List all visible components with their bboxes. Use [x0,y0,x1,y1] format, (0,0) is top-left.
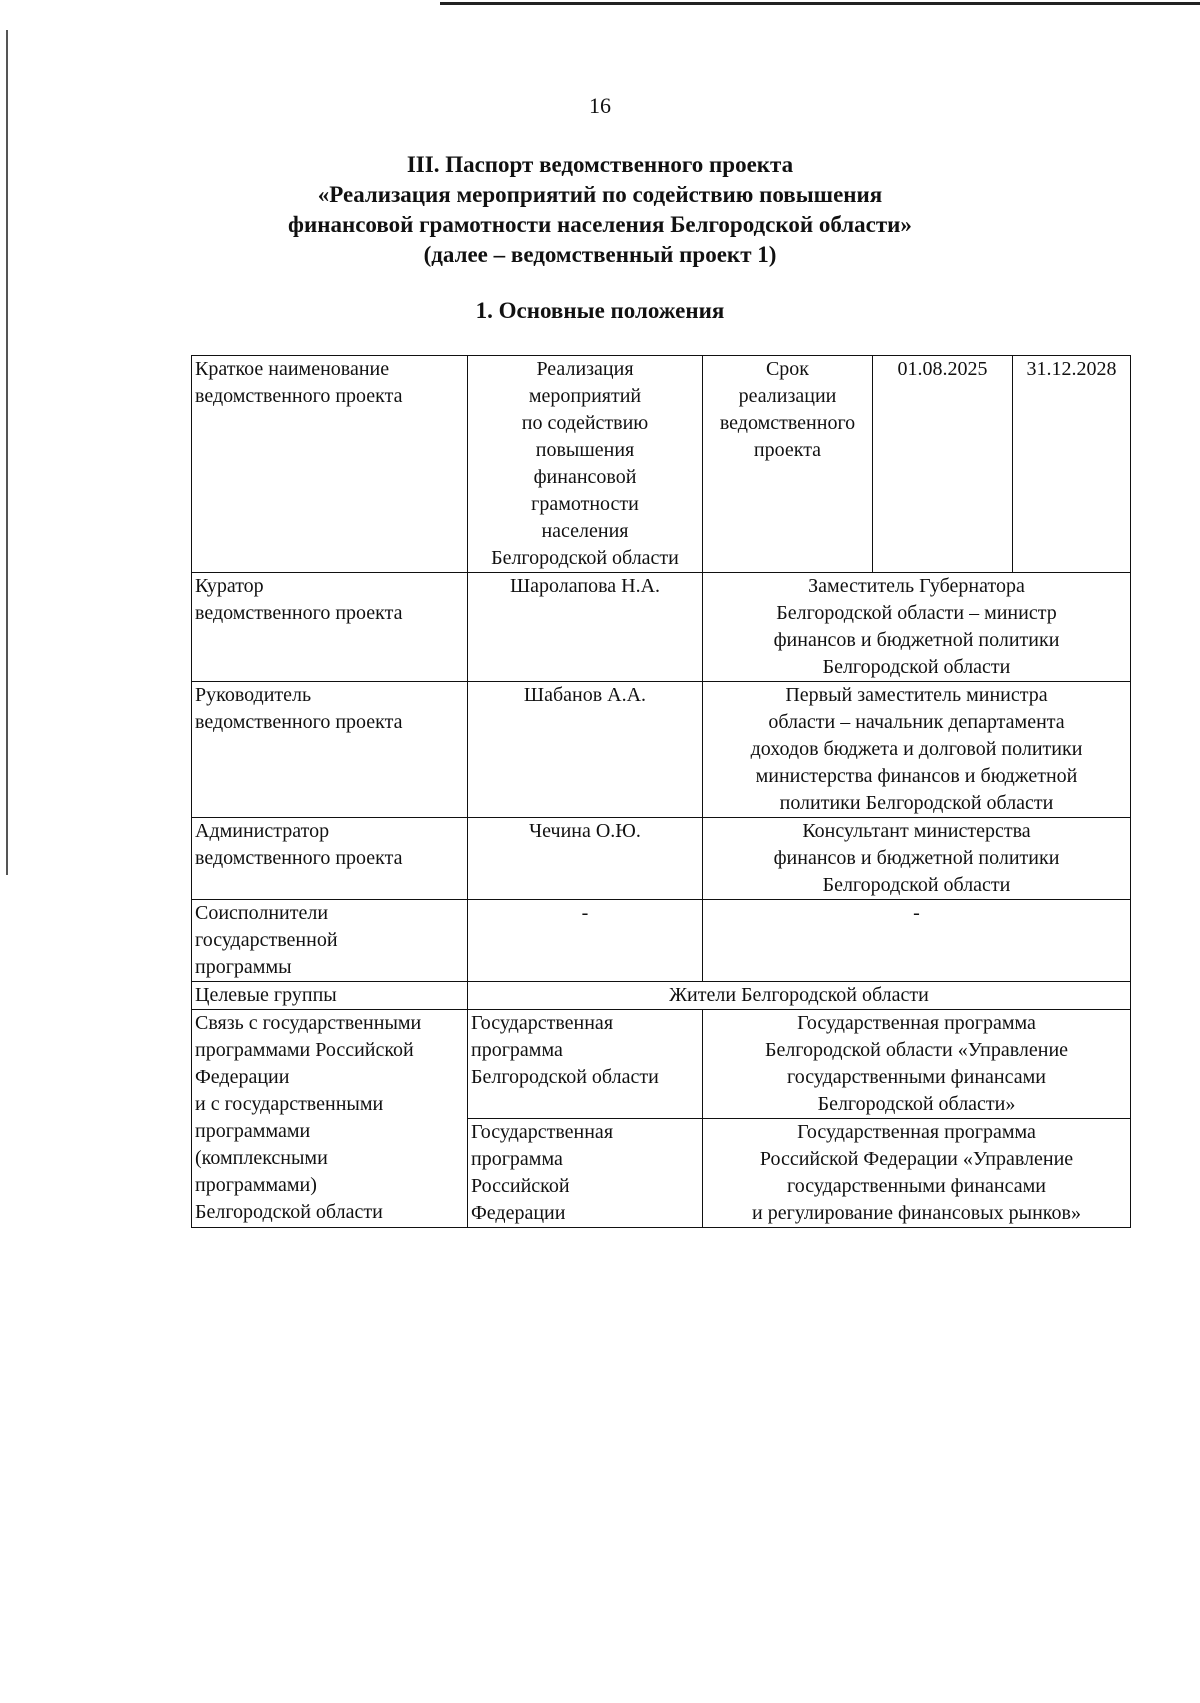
regional-program-type: Государственная программа Белгородской области [468,1010,703,1119]
section-title: 1. Основные положения [475,298,725,323]
short-name-value: Реализация мероприятий по содействию повышения финансовой грамотности населения Белгородской области [468,356,703,573]
administrator-position: Консультант министерства финансов и бюджетной политики Белгородской области [703,818,1131,900]
curator-person: Шаролапова Н.А. [468,573,703,682]
table-row-program-links-1 [192,1010,1131,1119]
title-line-1: III. Паспорт ведомственного проекта [406,152,794,177]
title-line-2: «Реализация мероприятий по содействию повышения [317,182,883,207]
administrator-label: Администратор ведомственного проекта [192,818,468,900]
term-end-date: 31.12.2028 [1013,356,1131,573]
program-links-label: Связь с государственными программами Российской Федерации и с государственными программами (комплексными программами) Белгородской области [192,1010,468,1228]
term-label: Срок реализации ведомственного проекта [703,356,873,573]
regional-program-name: Государственная программа Белгородской области «Управление государственными финансами Белгородской области» [703,1010,1131,1119]
title-line-4: (далее – ведомственный проект 1) [423,242,777,267]
table-row-co-executors [192,900,1131,982]
document-title [0,150,1200,270]
table-row-head [192,682,1131,818]
co-executors-person: - [468,900,703,982]
curator-position: Заместитель Губернатора Белгородской области – министр финансов и бюджетной политики Белгородской области [703,573,1131,682]
page-number: 16 [589,93,611,118]
head-person: Шабанов А.А. [468,682,703,818]
administrator-person: Чечина О.Ю. [468,818,703,900]
scan-edge-top [440,2,1200,5]
title-line-3: финансовой грамотности населения Белгородской области» [288,212,912,237]
project-passport-table [191,355,1131,1228]
term-start-date: 01.08.2025 [873,356,1013,573]
head-position: Первый заместитель министра области – начальник департамента доходов бюджета и долговой политики министерства финансов и бюджетной политики Белгородской области [703,682,1131,818]
table-row-curator [192,573,1131,682]
curator-label: Куратор ведомственного проекта [192,573,468,682]
target-groups-value: Жители Белгородской области [468,982,1131,1010]
head-label: Руководитель ведомственного проекта [192,682,468,818]
federal-program-type: Государственная программа Российской Федерации [468,1119,703,1228]
target-groups-label: Целевые группы [192,982,468,1010]
table-row-short-name [192,356,1131,573]
federal-program-name: Государственная программа Российской Федерации «Управление государственными финансами и регулирование финансовых рынков» [703,1119,1131,1228]
table-row-administrator [192,818,1131,900]
table-row-target-groups [192,982,1131,1010]
co-executors-position: - [703,900,1131,982]
short-name-label: Краткое наименование ведомственного проекта [192,356,468,573]
co-executors-label: Соисполнители государственной программы [192,900,468,982]
